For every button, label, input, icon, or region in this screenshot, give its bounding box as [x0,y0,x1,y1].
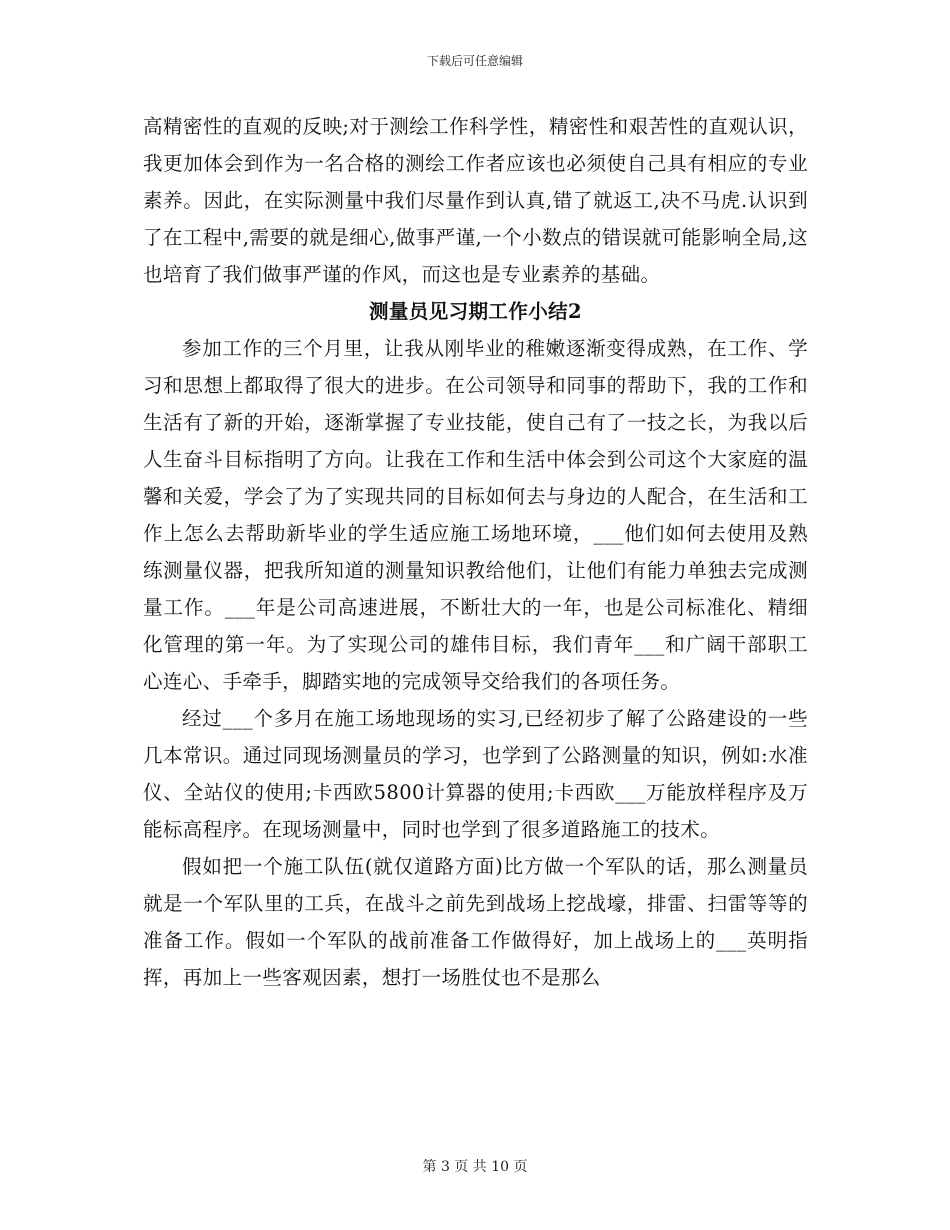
paragraph-continued: 高精密性的直观的反映;对于测绘工作科学性，精密性和艰苦性的直观认识，我更加体会到作为一名合格的测绘工作者应该也必须使自己具有相应的专业素养。因此，在实际测量中我们尽量作到认真,错了就返工,决不马虎.认识到了在工程中,需要的就是细心,做事严谨,一个小数点的错误就可能影响全局,这也培育了我们做事严谨的作风，而这也是专业素养的基础。 [143,115,808,286]
paragraph-3: 假如把一个施工队伍(就仅道路方面)比方做一个军队的话，那么测量员就是一个军队里的工兵，在战斗之前先到战场上挖战壕，排雷、扫雷等等的准备工作。假如一个军队的战前准备工作做得好，加上战场上的___英明指挥，再加上一些客观因素，想打一场胜仗也不是那么 [143,855,808,989]
page-header-note: 下载后可任意编辑 [426,54,523,68]
document-body [143,108,808,996]
paragraph-2: 经过___个多月在施工场地现场的实习,已经初步了解了公路建设的一些几本常识。通过同现场测量员的学习，也学到了公路测量的知识，例如:水准仪、全站仪的使用;卡西欧5800计算器的使用;卡西欧___万能放样程序及万能标高程序。在现场测量中，同时也学到了很多道路施工的技术。 [143,707,808,841]
paragraph-1: 参加工作的三个月里，让我从刚毕业的稚嫩逐渐变得成熟，在工作、学习和思想上都取得了很大的进步。在公司领导和同事的帮助下，我的工作和生活有了新的开始，逐渐掌握了专业技能，使自己有了一技之长，为我以后人生奋斗目标指明了方向。让我在工作和生活中体会到公司这个大家庭的温馨和关爱，学会了为了实现共同的目标如何去与身边的人配合，在生活和工作上怎么去帮助新毕业的学生适应施工场地环境，___他们如何去使用及熟练测量仪器，把我所知道的测量知识教给他们，让他们有能力单独去完成测量工作。___年是公司高速进展，不断壮大的一年，也是公司标准化、精细化管理的第一年。为了实现公司的雄伟目标，我们青年___和广阔干部职工心连心、手牵手，脚踏实地的完成领导交给我们的各项任务。 [143,337,808,693]
page-number-footer: 第 3 页 共 10 页 [422,1159,528,1175]
section-title: 测量员见习期工作小结2 [369,300,582,323]
